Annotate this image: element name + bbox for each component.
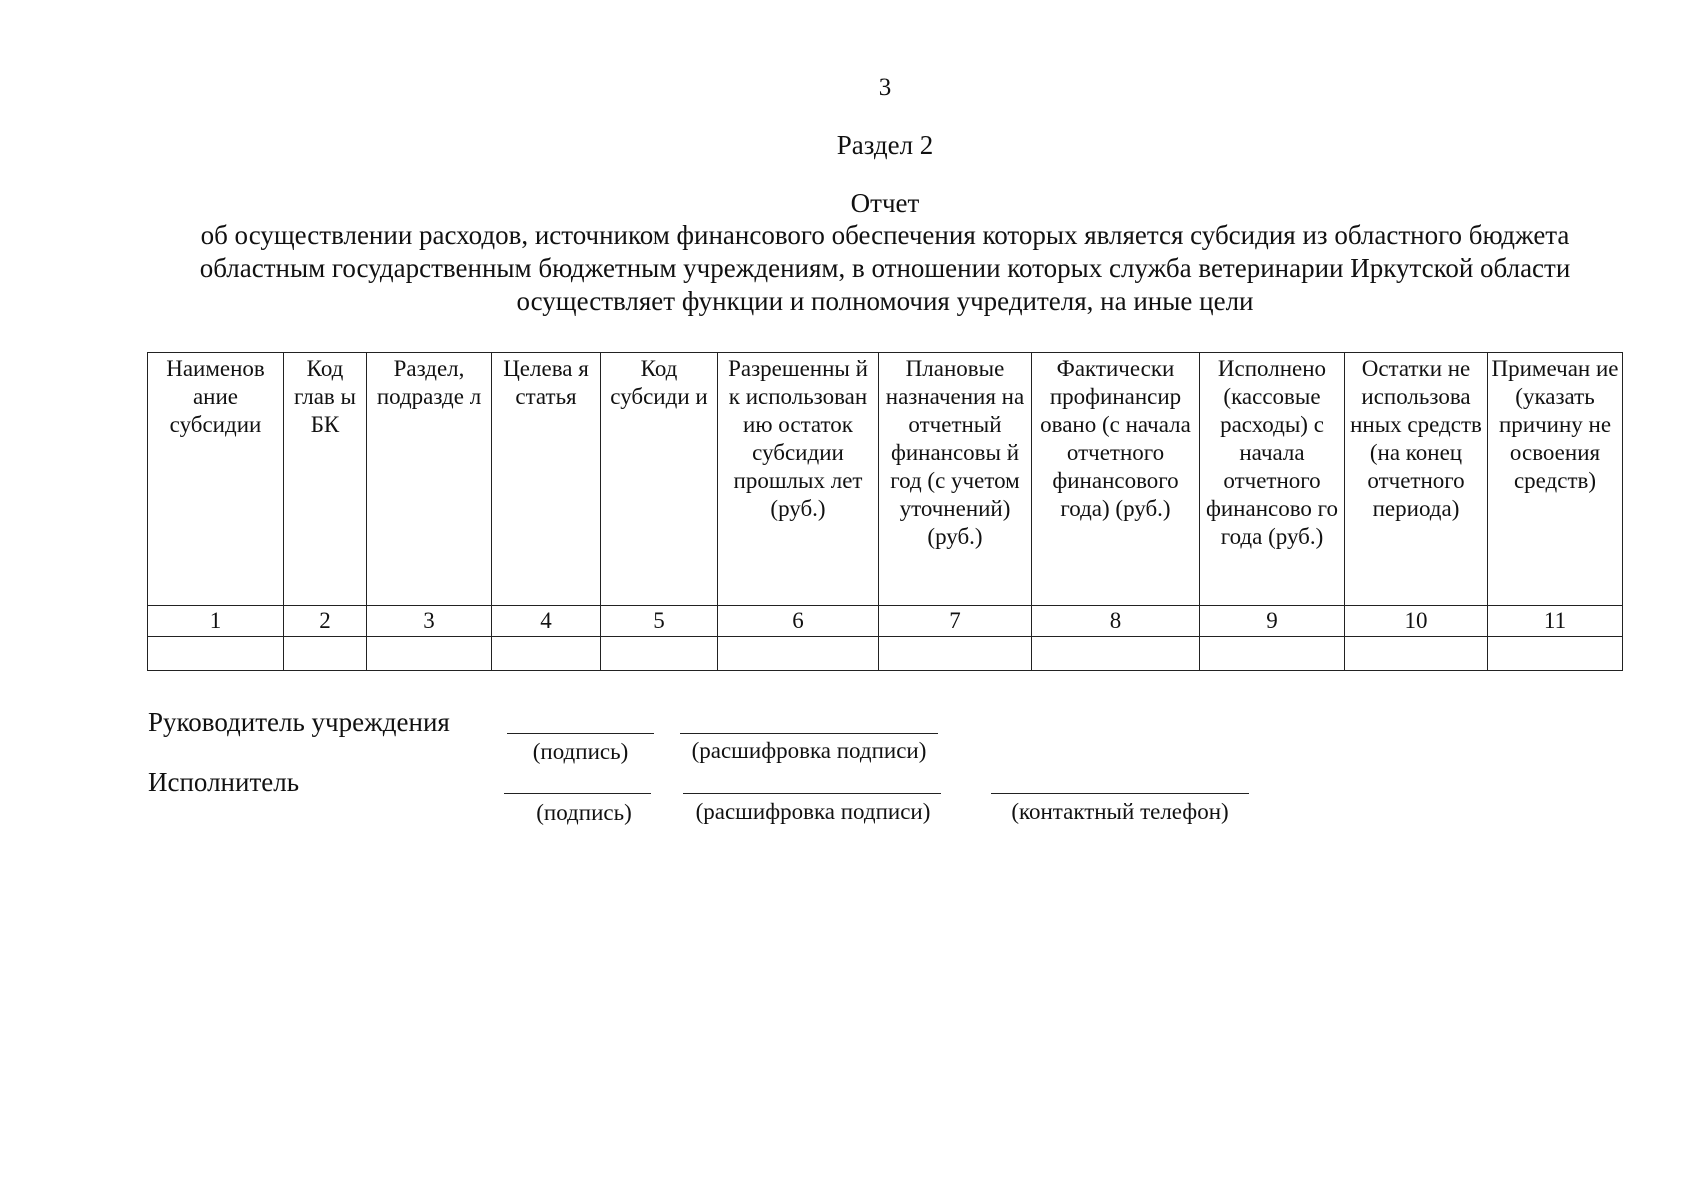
head-decryption-line	[680, 733, 938, 734]
col-header-executed: Исполнено (кассовые расходы) с начала отчетного финансово го года (руб.)	[1200, 353, 1345, 606]
head-signature-line	[507, 733, 654, 734]
table-cell	[1032, 637, 1200, 671]
table-cell	[1488, 637, 1623, 671]
column-number: 3	[367, 606, 492, 637]
page-number: 3	[878, 74, 892, 101]
col-header-remaining: Остатки не использова нных средств (на конец отчетного периода)	[1345, 353, 1488, 606]
head-signature-caption: (подпись)	[532, 739, 629, 764]
table-cell	[284, 637, 367, 671]
table-cell	[718, 637, 879, 671]
executor-phone-line	[991, 793, 1249, 794]
report-table	[147, 352, 1623, 671]
executor-signature-line	[504, 793, 651, 794]
column-number: 9	[1200, 606, 1345, 637]
executor-label: Исполнитель	[148, 767, 300, 797]
column-number: 7	[879, 606, 1032, 637]
col-header-subsidy-name: Наименов ание субсидии	[148, 353, 284, 606]
table-cell	[492, 637, 601, 671]
column-number: 5	[601, 606, 718, 637]
col-header-target-article: Целева я статья	[492, 353, 601, 606]
col-header-chapter-code: Код глав ы БК	[284, 353, 367, 606]
column-number: 4	[492, 606, 601, 637]
executor-decryption-caption: (расшифровка подписи)	[695, 799, 931, 824]
executor-signature-caption: (подпись)	[536, 800, 632, 825]
column-number: 2	[284, 606, 367, 637]
section-title: Раздел 2	[836, 130, 934, 160]
head-decryption-caption: (расшифровка подписи)	[691, 738, 927, 763]
column-number: 8	[1032, 606, 1200, 637]
col-header-allowed-balance: Разрешенны й к использован ию остаток субсидии прошлых лет (руб.)	[718, 353, 879, 606]
table-header-row	[148, 353, 1623, 606]
executor-decryption-line	[683, 793, 941, 794]
executor-phone-caption: (контактный телефон)	[1011, 799, 1229, 824]
table-cell	[601, 637, 718, 671]
column-number: 1	[148, 606, 284, 637]
table-row	[148, 637, 1623, 671]
table-cell	[1345, 637, 1488, 671]
report-title: Отчет	[850, 188, 920, 218]
column-number: 11	[1488, 606, 1623, 637]
column-number-row	[148, 606, 1623, 637]
col-header-section: Раздел, подразде л	[367, 353, 492, 606]
column-number: 10	[1345, 606, 1488, 637]
head-label: Руководитель учреждения	[148, 707, 450, 737]
col-header-note: Примечан ие (указать причину не освоения средств)	[1488, 353, 1623, 606]
report-subtitle: об осуществлении расходов, источником финансового обеспечения которых является субсидия из областного бюджета областным государственным бюджетным учреждениям, в отношении которых служба ветеринарии Иркутской области осуществляет функции и полномочия учредителя, на иные цели	[199, 220, 1571, 316]
table-cell	[367, 637, 492, 671]
col-header-financed: Фактически профинансир овано (с начала отчетного финансового года) (руб.)	[1032, 353, 1200, 606]
table-cell	[148, 637, 284, 671]
table-cell	[1200, 637, 1345, 671]
col-header-planned: Плановые назначения на отчетный финансовы й год (с учетом уточнений) (руб.)	[879, 353, 1032, 606]
column-number: 6	[718, 606, 879, 637]
col-header-subsidy-code: Код субсиди и	[601, 353, 718, 606]
table-cell	[879, 637, 1032, 671]
